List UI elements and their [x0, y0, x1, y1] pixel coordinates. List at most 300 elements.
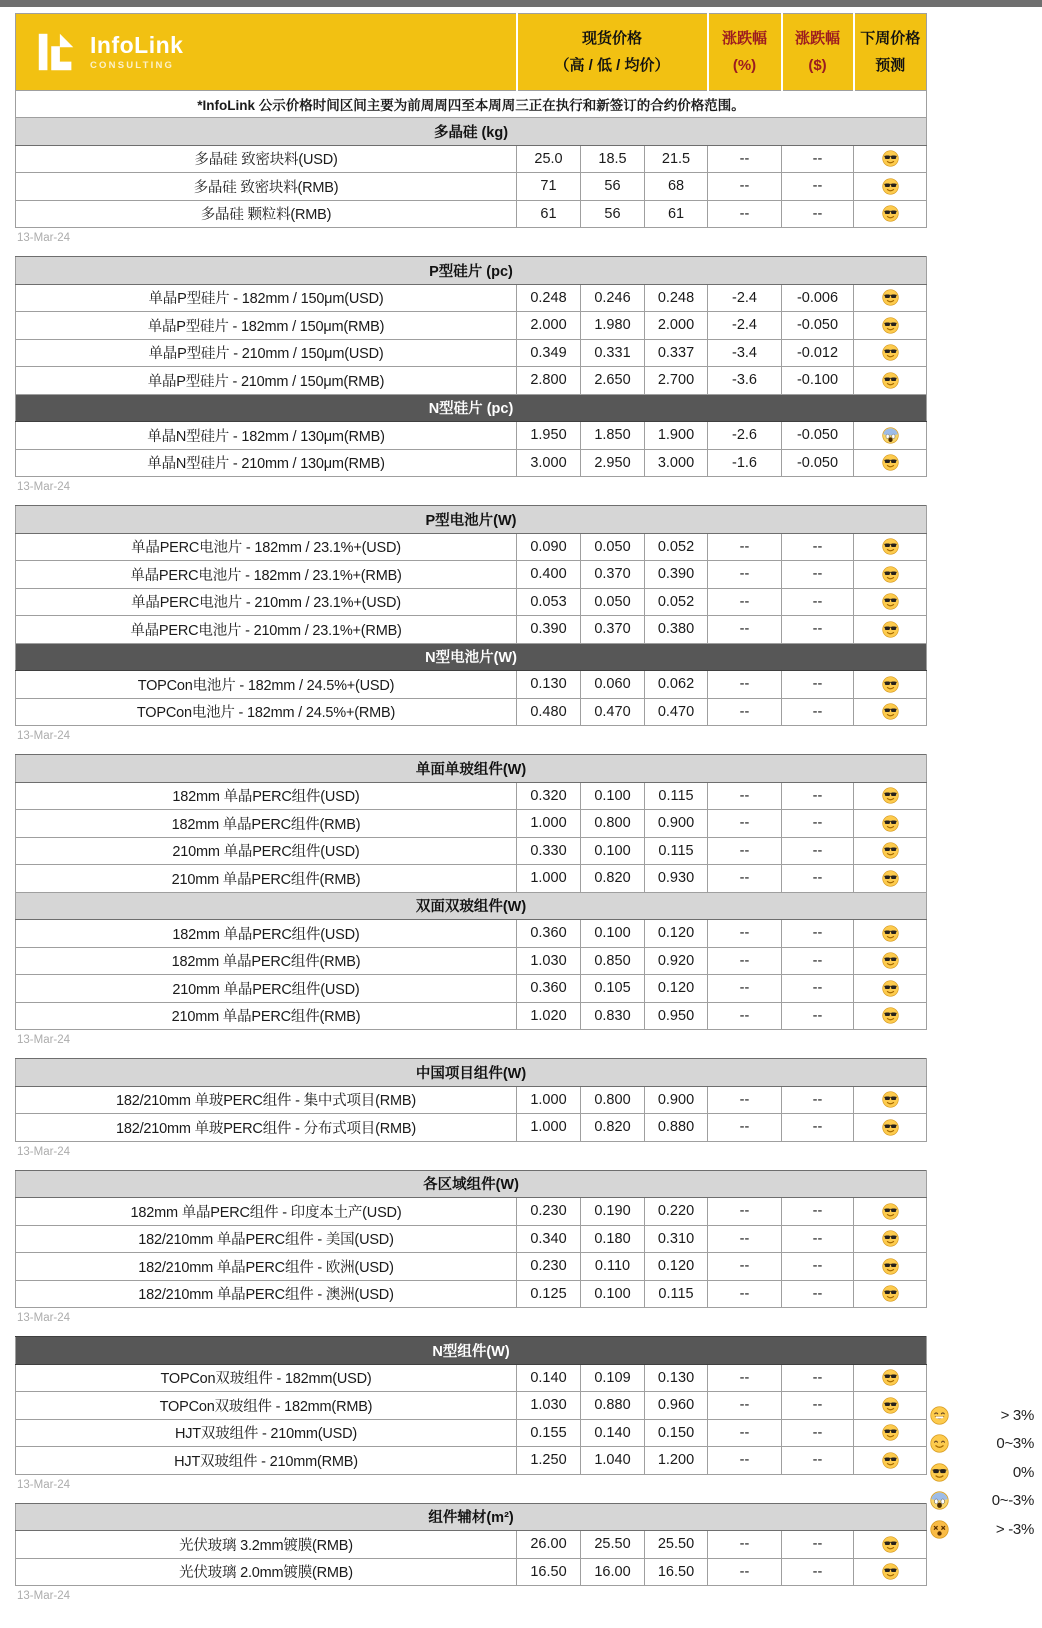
avg-price: 0.115 [645, 782, 708, 810]
high-price: 0.400 [517, 561, 581, 589]
item-label: 多晶硅 颗粒料(RMB) [16, 200, 517, 228]
change-pct: -- [708, 616, 782, 644]
date-stamp: 13-Mar-24 [17, 730, 71, 742]
sunglasses-emoji [882, 815, 899, 832]
sunglasses-emoji [882, 870, 899, 887]
high-price: 1.030 [517, 947, 581, 975]
table-row [16, 200, 927, 228]
change-pct: -- [708, 1198, 782, 1226]
legend-label: > -3% [995, 1520, 1034, 1538]
forecast-cell [854, 339, 927, 367]
sunglasses-emoji [882, 1230, 899, 1247]
low-price: 0.110 [581, 1253, 645, 1281]
sunglasses-emoji [882, 1285, 899, 1302]
high-price: 0.360 [517, 920, 581, 948]
forecast-legend [930, 1401, 1034, 1544]
high-price: 0.125 [517, 1280, 581, 1308]
low-price: 0.190 [581, 1198, 645, 1226]
section-header-light [16, 1059, 927, 1087]
change-usd: -- [782, 671, 854, 699]
low-price: 2.650 [581, 367, 645, 395]
section-title: P型硅片 (pc) [16, 257, 927, 285]
sunglasses-emoji [882, 676, 899, 693]
col-header-change-pct [708, 14, 782, 91]
forecast-cell [854, 782, 927, 810]
change-usd: -- [782, 782, 854, 810]
table-row [16, 1225, 927, 1253]
low-price: 0.100 [581, 1280, 645, 1308]
item-label: 210mm 单晶PERC组件(RMB) [16, 865, 517, 893]
high-price: 0.140 [517, 1364, 581, 1392]
sunglasses-emoji [882, 372, 899, 389]
forecast-cell [854, 920, 927, 948]
section-title: 组件辅材(m²) [16, 1503, 927, 1531]
table-row [16, 1086, 927, 1114]
change-pct: -- [708, 1225, 782, 1253]
change-pct: -- [708, 1531, 782, 1559]
high-price: 1.250 [517, 1447, 581, 1475]
avg-price: 61 [645, 200, 708, 228]
avg-price: 25.50 [645, 1531, 708, 1559]
table-row [16, 1447, 927, 1475]
change-usd: -- [782, 561, 854, 589]
col-header-change-usd [782, 14, 854, 91]
sunglasses-emoji [882, 1203, 899, 1220]
forecast-cell [854, 1253, 927, 1281]
table-row [16, 947, 927, 975]
low-price: 0.060 [581, 671, 645, 699]
low-price: 0.100 [581, 920, 645, 948]
high-price: 0.390 [517, 616, 581, 644]
change-usd: -0.050 [782, 422, 854, 450]
avg-price: 0.120 [645, 975, 708, 1003]
change-pct: -3.6 [708, 367, 782, 395]
section-title: 各区域组件(W) [16, 1170, 927, 1198]
sunglasses-emoji [882, 205, 899, 222]
date-stamp: 13-Mar-24 [17, 1034, 71, 1046]
col-header-change-usd-line2: ($) [808, 57, 827, 74]
low-price: 0.820 [581, 865, 645, 893]
high-price: 1.000 [517, 865, 581, 893]
change-usd: -- [782, 173, 854, 201]
high-price: 3.000 [517, 449, 581, 477]
section-title: N型组件(W) [16, 1337, 927, 1365]
sunglasses-emoji [882, 703, 899, 720]
change-usd: -- [782, 1364, 854, 1392]
item-label: 光伏玻璃 3.2mm镀膜(RMB) [16, 1531, 517, 1559]
table-row [16, 1253, 927, 1281]
table-row [16, 367, 927, 395]
sunglasses-emoji [882, 566, 899, 583]
sunglasses-emoji [882, 289, 899, 306]
low-price: 0.331 [581, 339, 645, 367]
forecast-cell [854, 1002, 927, 1030]
sunglasses-emoji [882, 952, 899, 969]
avg-price: 0.120 [645, 920, 708, 948]
col-header-forecast-line1: 下周价格 [860, 30, 921, 47]
table-row [16, 1392, 927, 1420]
forecast-cell [854, 533, 927, 561]
sunglasses-emoji [882, 925, 899, 942]
forecast-cell [854, 1198, 927, 1226]
change-usd: -- [782, 588, 854, 616]
change-usd: -- [782, 1114, 854, 1142]
avg-price: 0.337 [645, 339, 708, 367]
price-table [15, 1503, 927, 1587]
change-pct: -- [708, 1002, 782, 1030]
item-label: 单晶PERC电池片 - 182mm / 23.1%+(USD) [16, 533, 517, 561]
avg-price: 3.000 [645, 449, 708, 477]
avg-price: 0.052 [645, 588, 708, 616]
forecast-cell [854, 698, 927, 726]
avg-price: 0.930 [645, 865, 708, 893]
forecast-cell [854, 449, 927, 477]
sunglasses-emoji [882, 621, 899, 638]
table-row [16, 1280, 927, 1308]
low-price: 56 [581, 173, 645, 201]
change-usd: -0.050 [782, 312, 854, 340]
forecast-cell [854, 837, 927, 865]
item-label: HJT双玻组件 - 210mm(USD) [16, 1419, 517, 1447]
section-title: P型电池片(W) [16, 506, 927, 534]
change-usd: -- [782, 1225, 854, 1253]
table-row [16, 1419, 927, 1447]
forecast-cell [854, 1280, 927, 1308]
change-pct: -- [708, 145, 782, 173]
col-header-change-pct-line1: 涨跌幅 [722, 30, 768, 47]
col-header-change-pct-line2: (%) [732, 57, 757, 74]
brand-logo [16, 29, 516, 75]
table-row [16, 1364, 927, 1392]
high-price: 1.030 [517, 1392, 581, 1420]
high-price: 25.0 [517, 145, 581, 173]
change-usd: -- [782, 1280, 854, 1308]
avg-price: 0.130 [645, 1364, 708, 1392]
table-row [16, 588, 927, 616]
col-header-forecast-line2: 预测 [875, 57, 906, 74]
low-price: 0.105 [581, 975, 645, 1003]
sunglasses-emoji [882, 454, 899, 471]
date-stamp: 13-Mar-24 [17, 232, 71, 244]
avg-price: 0.248 [645, 284, 708, 312]
sunglasses-emoji [882, 538, 899, 555]
section-header-light [16, 892, 927, 920]
sunglasses-emoji [882, 1563, 899, 1580]
change-usd: -- [782, 810, 854, 838]
legend-label: > 3% [1000, 1406, 1034, 1424]
change-pct: -1.6 [708, 449, 782, 477]
col-header-spot-price [517, 14, 708, 91]
table-row [16, 1198, 927, 1226]
sunglasses-emoji [882, 593, 899, 610]
table-row [16, 782, 927, 810]
change-pct: -- [708, 1364, 782, 1392]
table-row [16, 1531, 927, 1559]
high-price: 1.020 [517, 1002, 581, 1030]
item-label: TOPCon双玻组件 - 182mm(USD) [16, 1364, 517, 1392]
price-note-row [16, 91, 927, 118]
avg-price: 21.5 [645, 145, 708, 173]
table-row [16, 449, 927, 477]
change-usd: -- [782, 698, 854, 726]
col-header-forecast [854, 14, 927, 91]
date-stamp: 13-Mar-24 [17, 1590, 71, 1602]
change-usd: -- [782, 1198, 854, 1226]
table-row [16, 865, 927, 893]
forecast-cell [854, 588, 927, 616]
dizzy-emoji [930, 1520, 949, 1539]
brand-header-row [16, 14, 927, 91]
high-price: 0.053 [517, 588, 581, 616]
change-pct: -- [708, 975, 782, 1003]
sunglasses-emoji [882, 1397, 899, 1414]
date-stamp: 13-Mar-24 [17, 481, 71, 493]
forecast-cell [854, 947, 927, 975]
avg-price: 0.920 [645, 947, 708, 975]
top-border-bar [0, 0, 1042, 7]
forecast-cell [854, 1419, 927, 1447]
change-pct: -- [708, 837, 782, 865]
sunglasses-emoji [882, 1007, 899, 1024]
low-price: 0.370 [581, 616, 645, 644]
change-pct: -- [708, 1280, 782, 1308]
high-price: 0.330 [517, 837, 581, 865]
item-label: 182/210mm 单晶PERC组件 - 欧洲(USD) [16, 1253, 517, 1281]
change-pct: -- [708, 1114, 782, 1142]
change-usd: -0.100 [782, 367, 854, 395]
avg-price: 0.390 [645, 561, 708, 589]
change-usd: -- [782, 1447, 854, 1475]
low-price: 1.850 [581, 422, 645, 450]
table-row [16, 671, 927, 699]
item-label: 182/210mm 单晶PERC组件 - 美国(USD) [16, 1225, 517, 1253]
low-price: 0.100 [581, 782, 645, 810]
high-price: 0.360 [517, 975, 581, 1003]
grin-emoji [930, 1406, 949, 1425]
low-price: 18.5 [581, 145, 645, 173]
avg-price: 0.115 [645, 1280, 708, 1308]
avg-price: 0.880 [645, 1114, 708, 1142]
item-label: 182/210mm 单玻PERC组件 - 分布式项目(RMB) [16, 1114, 517, 1142]
high-price: 0.320 [517, 782, 581, 810]
legend-label: 0% [1012, 1463, 1034, 1481]
table-row [16, 698, 927, 726]
table-row [16, 837, 927, 865]
change-usd: -- [782, 837, 854, 865]
brand-logo-cell [16, 14, 517, 91]
change-usd: -- [782, 1392, 854, 1420]
low-price: 0.100 [581, 837, 645, 865]
table-row [16, 810, 927, 838]
low-price: 0.180 [581, 1225, 645, 1253]
section-header-light [16, 118, 927, 146]
change-pct: -- [708, 865, 782, 893]
avg-price: 1.200 [645, 1447, 708, 1475]
high-price: 1.000 [517, 1114, 581, 1142]
change-usd: -- [782, 975, 854, 1003]
low-price: 25.50 [581, 1531, 645, 1559]
change-pct: -- [708, 1086, 782, 1114]
change-pct: -- [708, 698, 782, 726]
table-row [16, 533, 927, 561]
high-price: 0.230 [517, 1253, 581, 1281]
high-price: 61 [517, 200, 581, 228]
avg-price: 0.150 [645, 1419, 708, 1447]
table-row [16, 561, 927, 589]
avg-price: 16.50 [645, 1558, 708, 1586]
sunglasses-emoji [882, 787, 899, 804]
item-label: 单晶PERC电池片 - 182mm / 23.1%+(RMB) [16, 561, 517, 589]
section-title: N型电池片(W) [16, 643, 927, 671]
item-label: TOPCon双玻组件 - 182mm(RMB) [16, 1392, 517, 1420]
change-usd: -- [782, 865, 854, 893]
item-label: 单晶P型硅片 - 182mm / 150μm(USD) [16, 284, 517, 312]
section-header-light [16, 257, 927, 285]
forecast-cell [854, 1114, 927, 1142]
price-note: *InfoLink 公示价格时间区间主要为前周周四至本周周三正在执行和新签订的合约价格范围。 [16, 91, 927, 118]
sunglasses-emoji [882, 1258, 899, 1275]
item-label: 182/210mm 单晶PERC组件 - 澳洲(USD) [16, 1280, 517, 1308]
sunglasses-emoji [882, 1452, 899, 1469]
avg-price: 0.310 [645, 1225, 708, 1253]
forecast-cell [854, 810, 927, 838]
section-header-light [16, 1503, 927, 1531]
scream-emoji [882, 427, 899, 444]
item-label: 多晶硅 致密块料(USD) [16, 145, 517, 173]
item-label: 单晶P型硅片 - 210mm / 150μm(RMB) [16, 367, 517, 395]
forecast-cell [854, 1392, 927, 1420]
change-usd: -- [782, 200, 854, 228]
price-table [15, 1336, 927, 1475]
table-row [16, 284, 927, 312]
forecast-cell [854, 975, 927, 1003]
sunglasses-emoji [930, 1463, 949, 1482]
item-label: 182/210mm 单玻PERC组件 - 集中式项目(RMB) [16, 1086, 517, 1114]
forecast-cell [854, 1364, 927, 1392]
avg-price: 0.220 [645, 1198, 708, 1226]
avg-price: 0.470 [645, 698, 708, 726]
change-usd: -- [782, 145, 854, 173]
legend-item [930, 1515, 1034, 1544]
section-header-dark [16, 1337, 927, 1365]
legend-label: 0~-3% [991, 1492, 1034, 1510]
avg-price: 0.120 [645, 1253, 708, 1281]
change-usd: -- [782, 947, 854, 975]
forecast-cell [854, 865, 927, 893]
item-label: 182mm 单晶PERC组件(RMB) [16, 947, 517, 975]
forecast-cell [854, 1086, 927, 1114]
brand-text [90, 33, 183, 70]
high-price: 0.480 [517, 698, 581, 726]
avg-price: 2.700 [645, 367, 708, 395]
col-header-change-usd-line1: 涨跌幅 [795, 30, 841, 47]
forecast-cell [854, 671, 927, 699]
forecast-cell [854, 561, 927, 589]
item-label: 单晶PERC电池片 - 210mm / 23.1%+(USD) [16, 588, 517, 616]
low-price: 0.109 [581, 1364, 645, 1392]
legend-item [930, 1401, 1034, 1430]
change-pct: -- [708, 782, 782, 810]
low-price: 0.830 [581, 1002, 645, 1030]
avg-price: 0.052 [645, 533, 708, 561]
change-pct: -- [708, 1419, 782, 1447]
change-pct: -- [708, 1253, 782, 1281]
item-label: 210mm 单晶PERC组件(RMB) [16, 1002, 517, 1030]
low-price: 0.800 [581, 1086, 645, 1114]
table-row [16, 1002, 927, 1030]
change-usd: -- [782, 1086, 854, 1114]
col-header-spot-price-line1: 现货价格 [582, 30, 643, 47]
forecast-cell [854, 312, 927, 340]
low-price: 0.050 [581, 533, 645, 561]
item-label: 182mm 单晶PERC组件(USD) [16, 782, 517, 810]
low-price: 2.950 [581, 449, 645, 477]
change-usd: -- [782, 1253, 854, 1281]
low-price: 0.880 [581, 1392, 645, 1420]
sunglasses-emoji [882, 1091, 899, 1108]
forecast-cell [854, 1225, 927, 1253]
col-header-spot-price-line2: （高 / 低 / 均价） [554, 57, 670, 74]
table-row [16, 173, 927, 201]
change-usd: -- [782, 920, 854, 948]
change-pct: -- [708, 588, 782, 616]
change-pct: -- [708, 1392, 782, 1420]
sunglasses-emoji [882, 980, 899, 997]
change-usd: -- [782, 1558, 854, 1586]
section-title: 双面双玻组件(W) [16, 892, 927, 920]
item-label: 单晶PERC电池片 - 210mm / 23.1%+(RMB) [16, 616, 517, 644]
section-header-dark [16, 643, 927, 671]
table-row [16, 422, 927, 450]
high-price: 2.800 [517, 367, 581, 395]
change-usd: -- [782, 1002, 854, 1030]
section-header-dark [16, 394, 927, 422]
item-label: 182mm 单晶PERC组件(USD) [16, 920, 517, 948]
avg-price: 0.960 [645, 1392, 708, 1420]
low-price: 1.980 [581, 312, 645, 340]
date-stamp: 13-Mar-24 [17, 1145, 71, 1158]
section-header-light [16, 506, 927, 534]
high-price: 1.000 [517, 810, 581, 838]
forecast-cell [854, 145, 927, 173]
high-price: 0.349 [517, 339, 581, 367]
avg-price: 0.380 [645, 616, 708, 644]
date-stamp: 13-Mar-24 [17, 1478, 71, 1491]
section-title: 多晶硅 (kg) [16, 118, 927, 146]
change-usd: -- [782, 1419, 854, 1447]
item-label: HJT双玻组件 - 210mm(RMB) [16, 1447, 517, 1475]
table-row [16, 920, 927, 948]
section-title: 中国项目组件(W) [16, 1059, 927, 1087]
avg-price: 2.000 [645, 312, 708, 340]
high-price: 1.950 [517, 422, 581, 450]
legend-item [930, 1487, 1034, 1516]
table-row [16, 339, 927, 367]
avg-price: 0.062 [645, 671, 708, 699]
section-header-light [16, 1170, 927, 1198]
high-price: 2.000 [517, 312, 581, 340]
item-label: 单晶P型硅片 - 182mm / 150μm(RMB) [16, 312, 517, 340]
change-usd: -- [782, 533, 854, 561]
avg-price: 0.115 [645, 837, 708, 865]
avg-price: 0.900 [645, 1086, 708, 1114]
high-price: 0.230 [517, 1198, 581, 1226]
low-price: 0.850 [581, 947, 645, 975]
high-price: 0.090 [517, 533, 581, 561]
change-usd: -0.050 [782, 449, 854, 477]
avg-price: 0.950 [645, 1002, 708, 1030]
item-label: 多晶硅 致密块料(RMB) [16, 173, 517, 201]
